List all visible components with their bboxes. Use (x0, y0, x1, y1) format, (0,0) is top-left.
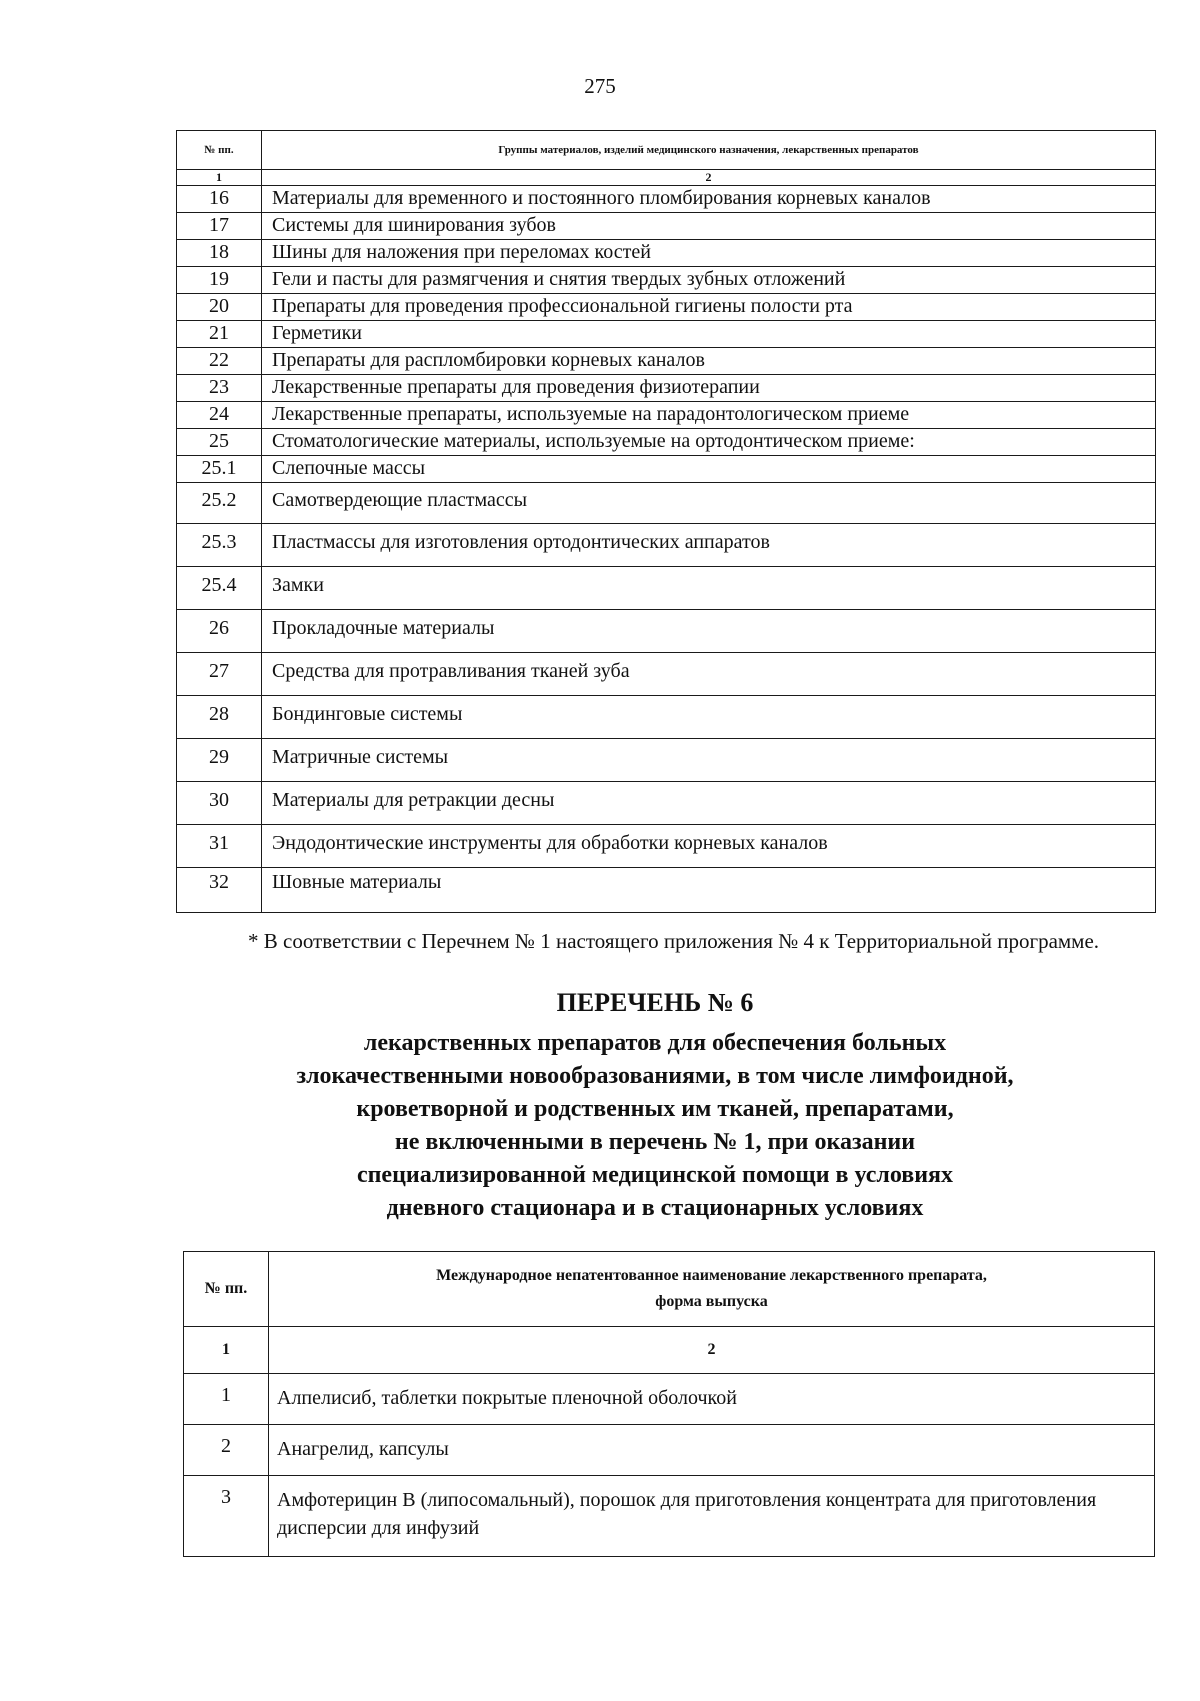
row-text: Лекарственные препараты для проведения физиотерапии (262, 375, 1156, 402)
table-row (177, 739, 1156, 782)
column-header-drug-name (269, 1252, 1155, 1327)
row-text: Слепочные массы (262, 456, 1156, 483)
drugs-table (183, 1251, 1155, 1557)
row-number: 1 (184, 1374, 269, 1425)
table-row (177, 782, 1156, 825)
subtitle-line: специализированной медицинской помощи в условиях (356, 1162, 954, 1188)
row-number: 25.1 (177, 456, 262, 483)
row-number: 25.2 (177, 483, 262, 524)
row-text: Анагрелид, капсулы (269, 1425, 1155, 1476)
row-number: 31 (177, 825, 262, 868)
row-text: Шовные материалы (262, 868, 1156, 913)
row-text: Средства для протравливания тканей зуба (262, 653, 1156, 696)
table-row (177, 240, 1156, 267)
list-title: ПЕРЕЧЕНЬ № 6 (556, 988, 754, 1017)
row-text: Пластмассы для изготовления ортодонтических аппаратов (262, 524, 1156, 567)
table-row (184, 1425, 1155, 1476)
table-row (177, 267, 1156, 294)
row-number: 27 (177, 653, 262, 696)
row-text: Препараты для распломбировки корневых каналов (262, 348, 1156, 375)
table-row (177, 186, 1156, 213)
row-number: 17 (177, 213, 262, 240)
table-row (177, 825, 1156, 868)
column-header-groups: Группы материалов, изделий медицинского назначения, лекарственных препаратов (262, 131, 1156, 170)
table-row (177, 696, 1156, 739)
row-number: 25.4 (177, 567, 262, 610)
row-text: Шины для наложения при переломах костей (262, 240, 1156, 267)
subtitle-line: не включенными в перечень № 1, при оказании (394, 1129, 916, 1155)
row-text: Материалы для временного и постоянного пломбирования корневых каналов (262, 186, 1156, 213)
table-header-row (184, 1252, 1155, 1327)
column-header-number: № пп. (177, 131, 262, 170)
subtitle-line: лекарственных препаратов для обеспечения больных (363, 1030, 947, 1056)
row-text: Прокладочные материалы (262, 610, 1156, 653)
table-row (177, 321, 1156, 348)
row-number: 16 (177, 186, 262, 213)
subtitle-line: дневного стационара и в стационарных условиях (386, 1195, 924, 1221)
list-subtitle (176, 1027, 1134, 1225)
column-number-row (177, 170, 1156, 186)
subtitle-line: злокачественными новообразованиями, в том числе лимфоидной, (296, 1063, 1014, 1089)
column-number: 2 (269, 1327, 1155, 1374)
table-row (177, 653, 1156, 696)
row-number: 2 (184, 1425, 269, 1476)
row-number: 20 (177, 294, 262, 321)
row-text: Препараты для проведения профессиональной гигиены полости рта (262, 294, 1156, 321)
table-row (177, 567, 1156, 610)
page-number: 275 (584, 74, 616, 98)
row-number: 30 (177, 782, 262, 825)
table-row (177, 483, 1156, 524)
row-number: 19 (177, 267, 262, 294)
column-number: 1 (177, 170, 262, 186)
row-text: Амфотерицин В (липосомальный), порошок для приготовления концентрата для приготовления дисперсии для инфузий (269, 1476, 1155, 1557)
row-number: 29 (177, 739, 262, 782)
row-text: Эндодонтические инструменты для обработки корневых каналов (262, 825, 1156, 868)
table-header-row (177, 131, 1156, 170)
row-number: 18 (177, 240, 262, 267)
table-row (177, 868, 1156, 913)
row-text: Матричные системы (262, 739, 1156, 782)
row-number: 25.3 (177, 524, 262, 567)
column-number: 2 (262, 170, 1156, 186)
row-number: 28 (177, 696, 262, 739)
table-row (184, 1374, 1155, 1425)
table-row (177, 456, 1156, 483)
table-row (177, 610, 1156, 653)
table-row (177, 294, 1156, 321)
footnote: * В соответствии с Перечнем № 1 настоящего приложения № 4 к Территориальной программе. (248, 929, 1100, 953)
row-text: Системы для шинирования зубов (262, 213, 1156, 240)
table-row (177, 213, 1156, 240)
materials-table (176, 130, 1156, 913)
row-text: Лекарственные препараты, используемые на парадонтологическом приеме (262, 402, 1156, 429)
column-number-row (184, 1327, 1155, 1374)
row-number: 26 (177, 610, 262, 653)
row-number: 23 (177, 375, 262, 402)
table-row (177, 375, 1156, 402)
row-text: Алпелисиб, таблетки покрытые пленочной оболочкой (269, 1374, 1155, 1425)
row-text: Стоматологические материалы, используемые на ортодонтическом приеме: (262, 429, 1156, 456)
table-row (177, 429, 1156, 456)
row-number: 24 (177, 402, 262, 429)
header-line: форма выпуска (655, 1293, 768, 1310)
row-number: 22 (177, 348, 262, 375)
table-row (184, 1476, 1155, 1557)
table-row (177, 348, 1156, 375)
subtitle-line: кроветворной и родственных им тканей, препаратами, (356, 1096, 954, 1122)
column-header-number: № пп. (184, 1252, 269, 1327)
column-number: 1 (184, 1327, 269, 1374)
row-number: 32 (177, 868, 262, 913)
row-text: Герметики (262, 321, 1156, 348)
row-number: 21 (177, 321, 262, 348)
row-text: Гели и пасты для размягчения и снятия твердых зубных отложений (262, 267, 1156, 294)
row-number: 3 (184, 1476, 269, 1557)
row-text: Бондинговые системы (262, 696, 1156, 739)
row-text: Материалы для ретракции десны (262, 782, 1156, 825)
row-text: Самотвердеющие пластмассы (262, 483, 1156, 524)
row-number: 25 (177, 429, 262, 456)
table-row (177, 402, 1156, 429)
row-text: Замки (262, 567, 1156, 610)
header-line: Международное непатентованное наименование лекарственного препарата, (436, 1267, 987, 1284)
table-row (177, 524, 1156, 567)
